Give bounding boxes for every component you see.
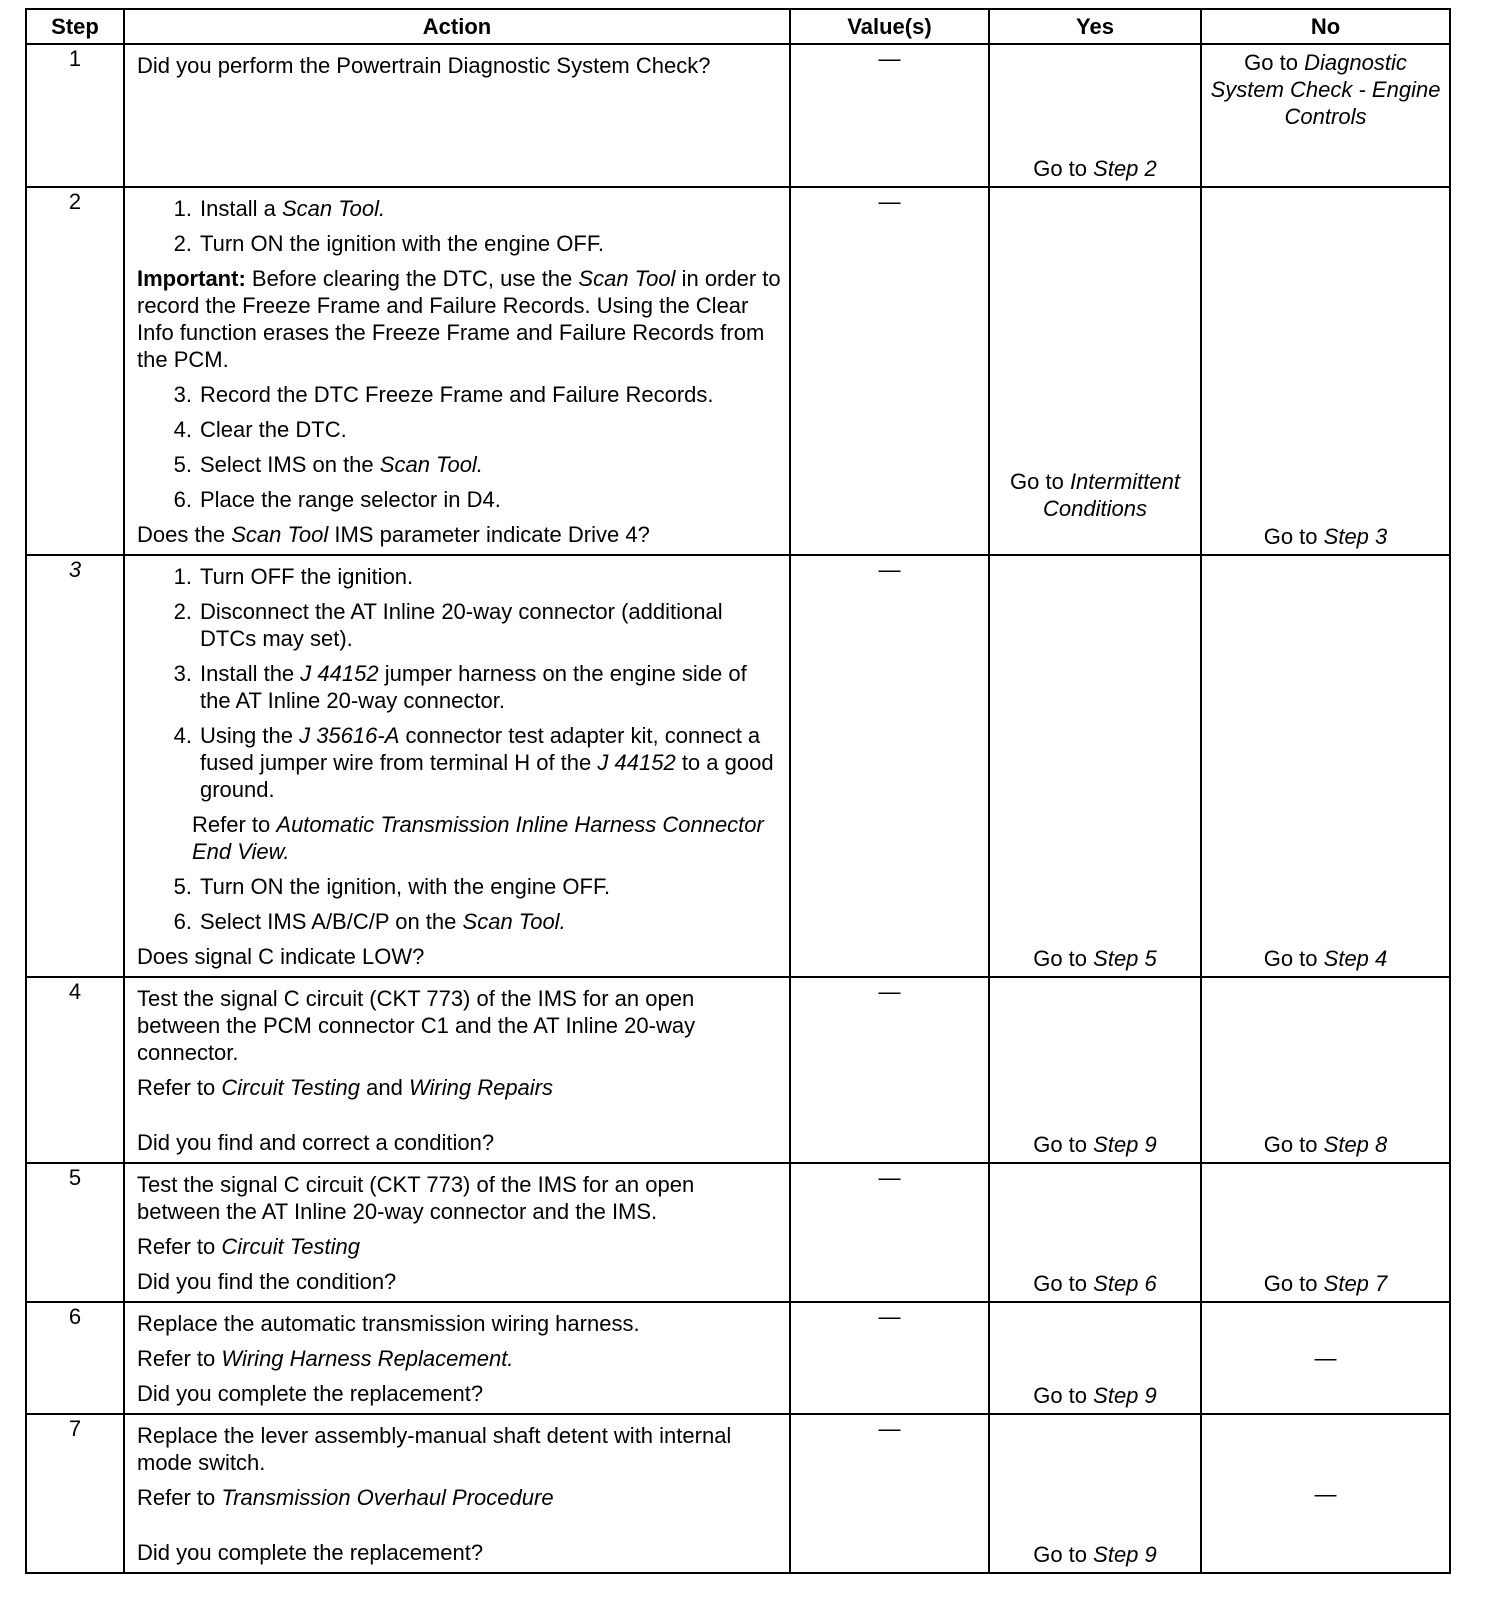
instruction-list xyxy=(137,381,781,513)
no-cell: — xyxy=(1201,1414,1450,1573)
yes-link[interactable]: Go to Step 6 xyxy=(1033,1271,1157,1296)
step-number: 1 xyxy=(26,44,124,187)
list-item: 6. Select IMS A/B/C/P on the Scan Tool. xyxy=(173,909,566,934)
list-item: 4. Using the J 35616-A connector test adapter kit, connect a fused jumper wire from terminal H of the J 44152 to a good ground. xyxy=(173,723,774,802)
header-values: Value(s) xyxy=(790,9,989,44)
important-note: Important: Before clearing the DTC, use the Scan Tool in order to record the Freeze Frame and Failure Records. Using the Clear Info function erases the Freeze Frame and Failure Records from the PCM. xyxy=(137,266,781,372)
yes-cell xyxy=(989,1163,1201,1302)
no-cell xyxy=(1201,187,1450,555)
yes-link[interactable]: Go to Step 9 xyxy=(1033,1132,1157,1157)
refer-note: Refer to Automatic Transmission Inline Harness Connector End View. xyxy=(192,812,764,864)
step-number: 2 xyxy=(26,187,124,555)
table-row xyxy=(26,977,1450,1163)
yes-cell xyxy=(989,187,1201,555)
no-link[interactable]: Go to Diagnostic System Check - Engine Controls xyxy=(1210,50,1441,129)
list-item: 2. Disconnect the AT Inline 20-way connector (additional DTCs may set). xyxy=(173,599,723,651)
table-row xyxy=(26,555,1450,977)
yes-link[interactable]: Go to Step 2 xyxy=(1033,156,1157,181)
header-action: Action xyxy=(124,9,790,44)
header-yes: Yes xyxy=(989,9,1201,44)
list-item: 6. Place the range selector in D4. xyxy=(173,487,501,512)
yes-cell xyxy=(989,977,1201,1163)
value-cell: — xyxy=(790,1414,989,1573)
step-number: 5 xyxy=(26,1163,124,1302)
instruction-list xyxy=(137,873,781,935)
step-number: 6 xyxy=(26,1302,124,1414)
value-cell: — xyxy=(790,187,989,555)
refer-note: Refer to Wiring Harness Replacement. xyxy=(137,1346,514,1371)
question-text: Does the Scan Tool IMS parameter indicate Drive 4? xyxy=(137,522,650,547)
no-link[interactable]: Go to Step 3 xyxy=(1263,524,1388,549)
header-row xyxy=(26,9,1450,44)
action-cell: Test the signal C circuit (CKT 773) of the IMS for an open between the PCM connector C1 and the AT Inline 20-way connector. Refer to Circuit Testing and Wiring Repairs Did you find and correct a condition? xyxy=(124,977,790,1163)
no-link[interactable]: Go to Step 8 xyxy=(1263,1132,1388,1157)
value-cell: — xyxy=(790,1302,989,1414)
value-cell: — xyxy=(790,1163,989,1302)
step-number: 4 xyxy=(26,977,124,1163)
list-item: 4. Clear the DTC. xyxy=(173,417,347,442)
no-cell xyxy=(1201,44,1450,187)
value-cell: — xyxy=(790,977,989,1163)
yes-link[interactable]: Go to Step 9 xyxy=(1033,1542,1157,1567)
no-link[interactable]: Go to Step 4 xyxy=(1263,946,1388,971)
action-cell: Replace the automatic transmission wiring harness. Refer to Wiring Harness Replacement. Did you complete the replacement? xyxy=(124,1302,790,1414)
yes-link[interactable]: Go to Intermittent Conditions xyxy=(1010,469,1180,521)
no-cell xyxy=(1201,1163,1450,1302)
table-row xyxy=(26,1414,1450,1573)
table-row xyxy=(26,1302,1450,1414)
list-item: 3. Record the DTC Freeze Frame and Failure Records. xyxy=(173,382,714,407)
yes-cell xyxy=(989,1414,1201,1573)
table-row xyxy=(26,44,1450,187)
action-cell: Replace the lever assembly-manual shaft detent with internal mode switch. Refer to Transmission Overhaul Procedure Did you complete the replacement? xyxy=(124,1414,790,1573)
table-row xyxy=(26,1163,1450,1302)
value-cell: — xyxy=(790,555,989,977)
list-item: 3. Install the J 44152 jumper harness on the engine side of the AT Inline 20-way connector. xyxy=(173,661,747,713)
yes-cell xyxy=(989,555,1201,977)
question-text: Did you complete the replacement? xyxy=(137,1381,484,1406)
action-cell xyxy=(124,44,790,187)
value-cell: — xyxy=(790,44,989,187)
action-cell xyxy=(124,555,790,977)
refer-note: Refer to Circuit Testing and Wiring Repairs xyxy=(137,1075,554,1100)
instruction-list xyxy=(137,563,781,803)
question-text: Does signal C indicate LOW? xyxy=(137,944,425,969)
question-text: Did you perform the Powertrain Diagnostic System Check? xyxy=(137,53,711,78)
yes-link[interactable]: Go to Step 5 xyxy=(1033,946,1157,971)
no-cell xyxy=(1201,977,1450,1163)
list-item: 1. Turn OFF the ignition. xyxy=(173,564,414,589)
refer-note: Refer to Circuit Testing xyxy=(137,1234,360,1259)
list-item: 5. Turn ON the ignition, with the engine OFF. xyxy=(173,874,611,899)
header-step: Step xyxy=(26,9,124,44)
no-cell: — xyxy=(1201,1302,1450,1414)
step-number: 7 xyxy=(26,1414,124,1573)
action-cell: Test the signal C circuit (CKT 773) of the IMS for an open between the AT Inline 20-way connector and the IMS. Refer to Circuit Testing Did you find the condition? xyxy=(124,1163,790,1302)
question-text: Did you find the condition? xyxy=(137,1269,397,1294)
yes-cell xyxy=(989,44,1201,187)
diagnostic-table xyxy=(25,8,1451,1574)
action-cell xyxy=(124,187,790,555)
step-number: 3 xyxy=(26,555,124,977)
list-item: 2. Turn ON the ignition with the engine OFF. xyxy=(173,231,604,256)
list-item: 1. Install a Scan Tool. xyxy=(173,196,386,221)
table-row xyxy=(26,187,1450,555)
refer-note: Refer to Transmission Overhaul Procedure xyxy=(137,1485,554,1510)
yes-cell xyxy=(989,1302,1201,1414)
question-text: Did you find and correct a condition? xyxy=(137,1130,495,1155)
question-text: Did you complete the replacement? xyxy=(137,1540,484,1565)
no-cell xyxy=(1201,555,1450,977)
yes-link[interactable]: Go to Step 9 xyxy=(1033,1383,1157,1408)
header-no: No xyxy=(1201,9,1450,44)
no-link[interactable]: Go to Step 7 xyxy=(1263,1271,1388,1296)
instruction-list xyxy=(137,195,781,257)
list-item: 5. Select IMS on the Scan Tool. xyxy=(173,452,483,477)
